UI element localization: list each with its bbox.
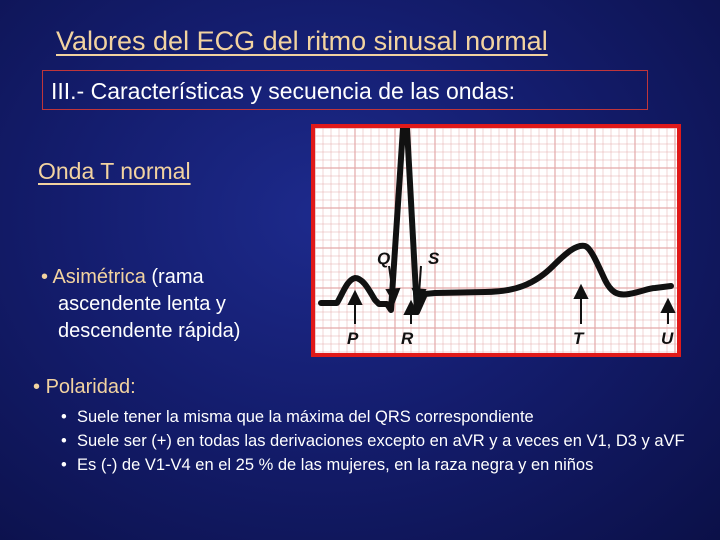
ecg-grid xyxy=(315,128,677,353)
asymmetry-text-1: (rama xyxy=(145,266,204,288)
subtitle: III.- Características y secuencia de las ondas: xyxy=(51,78,516,104)
ecg-trace xyxy=(321,128,671,312)
polarity-item-2: • Suele ser (+) en todas las derivaciones excepto en aVR y a veces en V1, D3 y aVF xyxy=(61,429,693,453)
bullet-marker: • xyxy=(33,376,41,398)
ecg-label-p: P xyxy=(347,329,359,348)
bullet-marker: • xyxy=(41,266,49,288)
polarity-heading xyxy=(33,376,136,399)
ecg-label-q: Q xyxy=(377,249,391,268)
ecg-figure xyxy=(311,124,681,357)
ecg-label-r: R xyxy=(401,329,414,348)
asymmetry-text-3: descendente rápida) xyxy=(58,320,241,342)
section-heading: Onda T normal xyxy=(38,158,191,184)
polarity-list xyxy=(61,405,693,477)
asymmetry-key: Asimétrica xyxy=(52,266,146,288)
polarity-label: Polaridad: xyxy=(45,376,136,398)
ecg-label-t: T xyxy=(573,329,584,348)
asymmetry-bullet xyxy=(41,264,301,345)
p-arrow-head xyxy=(349,292,361,304)
ecg-diagram xyxy=(315,128,677,353)
slide-title: Valores del ECG del ritmo sinusal normal xyxy=(56,26,548,56)
asymmetry-text-2: ascendente lenta y xyxy=(58,293,226,315)
polarity-item-3: • Es (-) de V1-V4 en el 25 % de las mujeres, en la raza negra y en niños xyxy=(61,453,693,477)
subtitle-box xyxy=(42,70,648,110)
polarity-item-1: • Suele tener la misma que la máxima del QRS correspondiente xyxy=(61,405,693,429)
ecg-label-s: S xyxy=(428,249,440,268)
ecg-label-u: U xyxy=(661,329,674,348)
u-arrow-head xyxy=(662,300,674,312)
